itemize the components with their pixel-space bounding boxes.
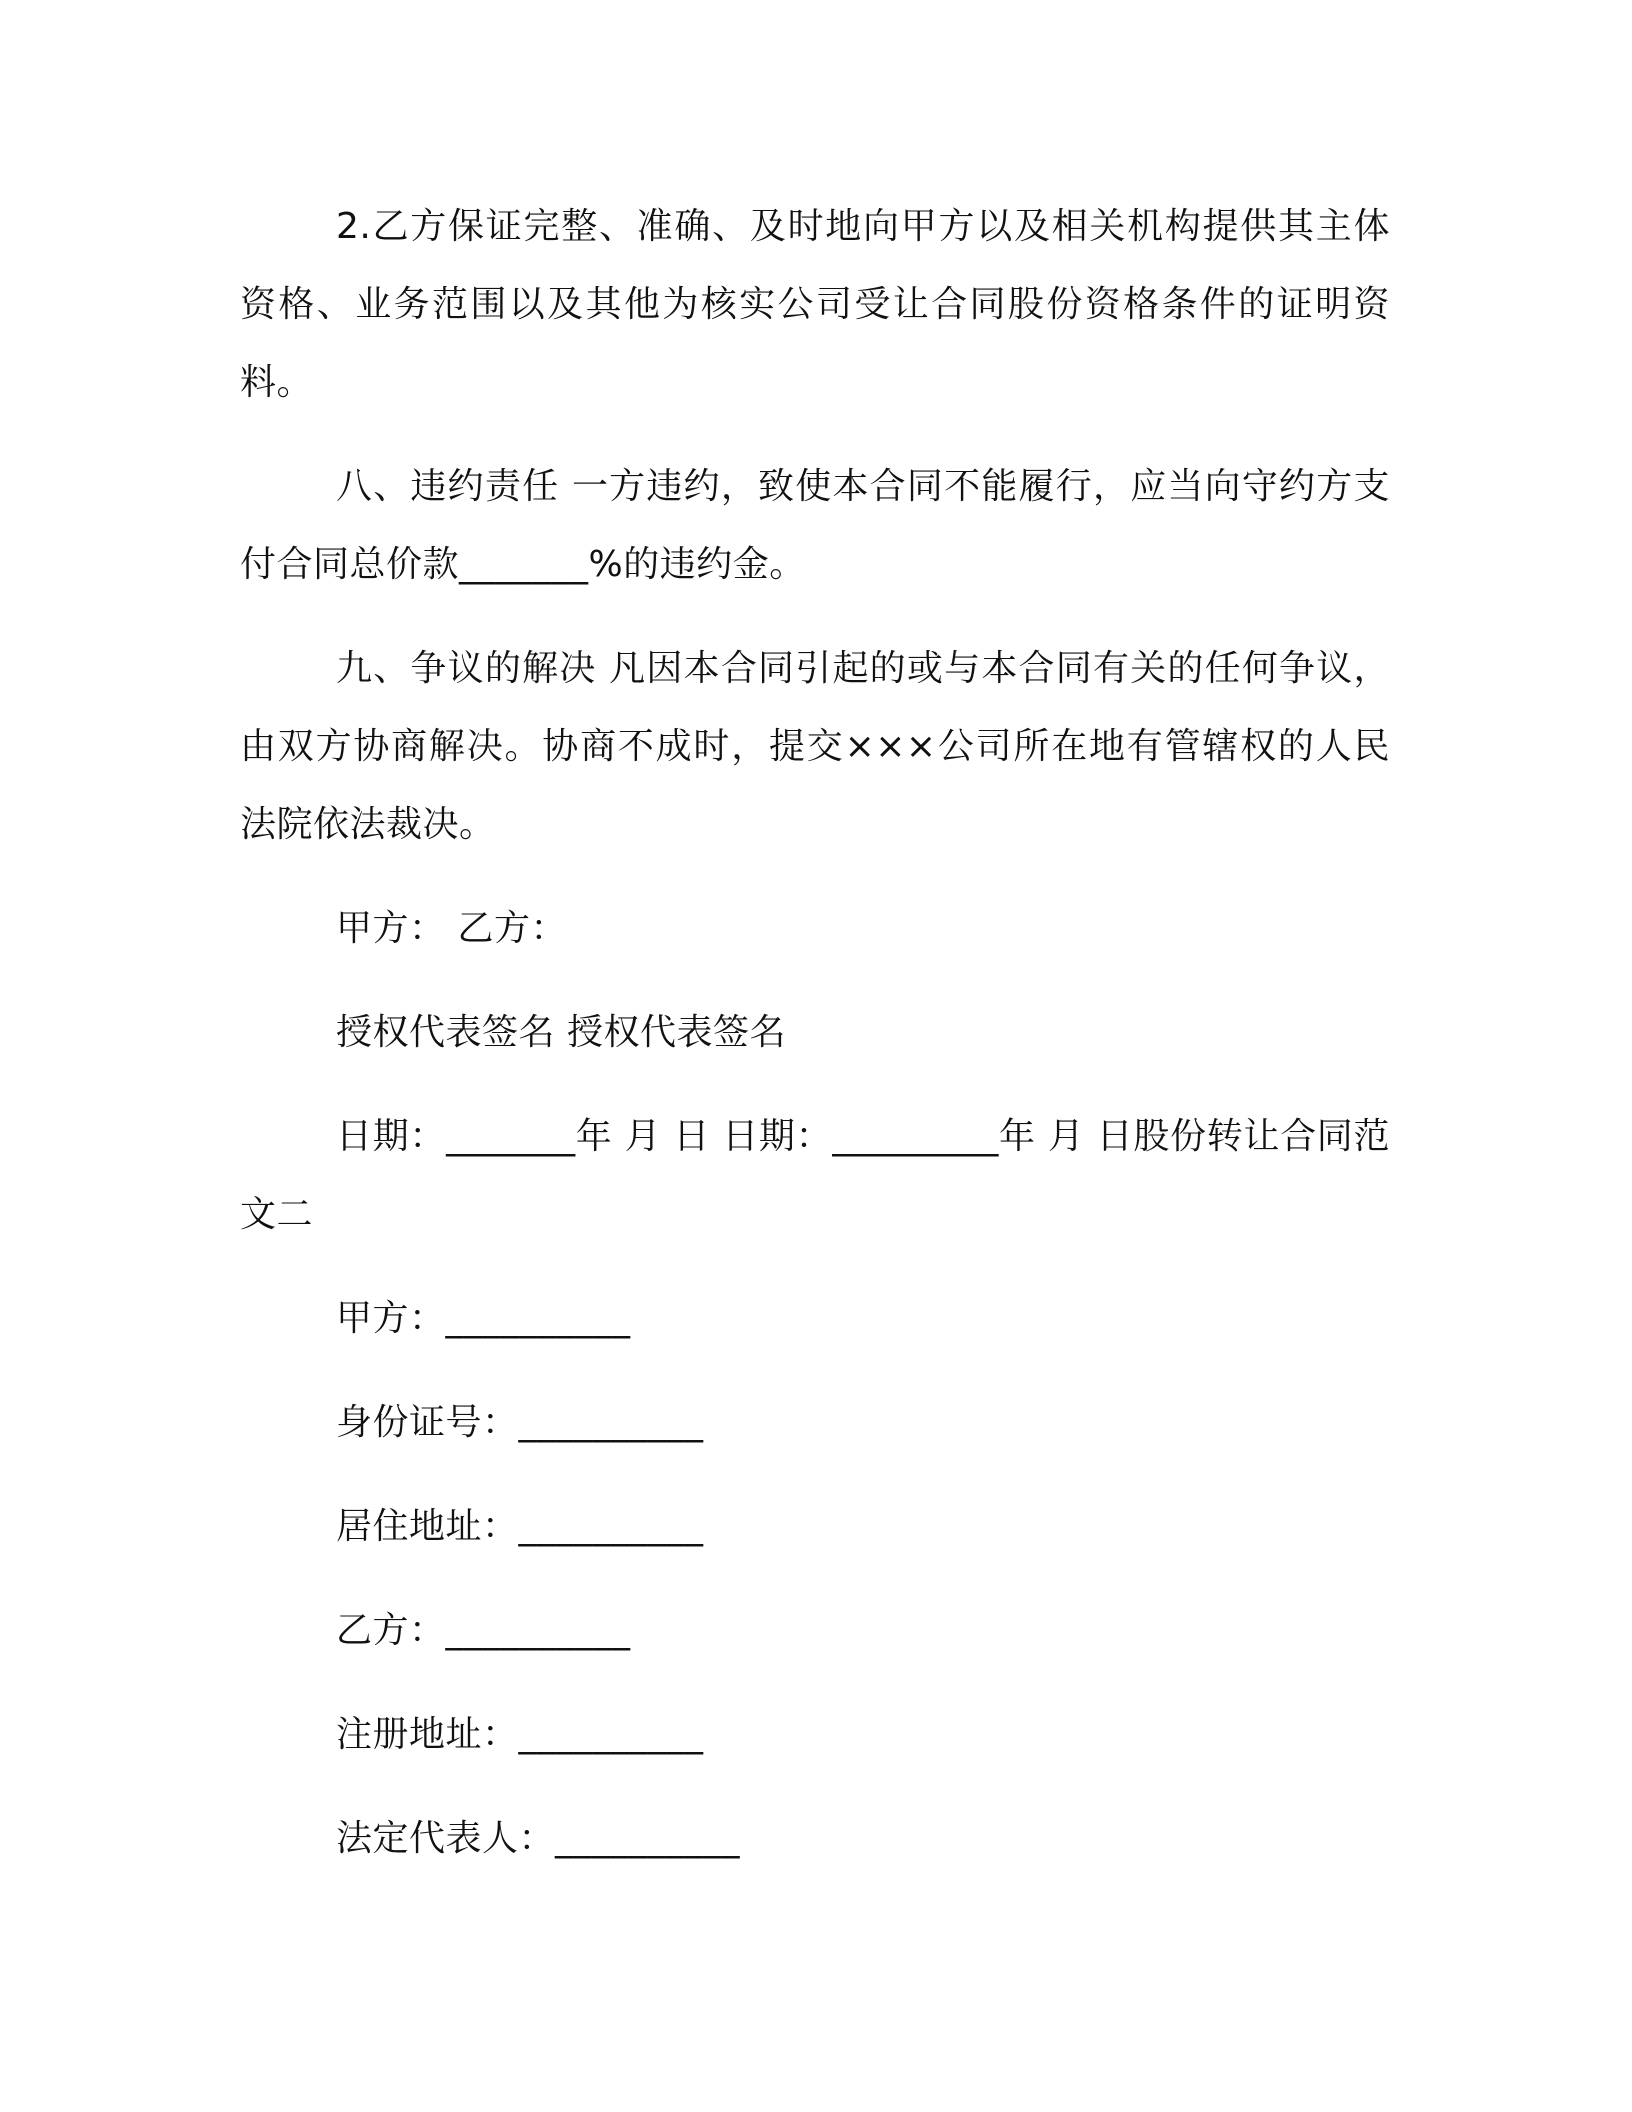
field-party-b: 乙方：__________: [336, 1610, 631, 1651]
clause-dispute-resolution: 九、争议的解决 凡因本合同引起的或与本合同有关的任何争议，由双方协商解决。协商不成时，提交×××公司所在地有管辖权的人民法院依法裁决。: [240, 648, 1390, 845]
field-party-a: 甲方：__________: [336, 1298, 631, 1339]
document-body: [240, 188, 1390, 1904]
field-registered-address: 注册地址：__________: [336, 1714, 704, 1755]
signature-authorized-rep: 授权代表签名 授权代表签名: [336, 1012, 786, 1053]
field-legal-representative: 法定代表人：__________: [336, 1818, 741, 1859]
signature-date-and-next-title: 日期：_______年 月 日 日期：_________年 月 日股份转让合同范文二: [240, 1116, 1390, 1235]
field-id-number: 身份证号：__________: [336, 1402, 704, 1443]
field-residential-address: 居住地址：__________: [336, 1506, 704, 1547]
signature-parties: 甲方： 乙方：: [336, 908, 567, 949]
clause-breach-liability: 八、违约责任 一方违约，致使本合同不能履行，应当向守约方支付合同总价款_______%的违约金。: [240, 466, 1390, 585]
clause-party-b-guarantee: 2.乙方保证完整、准确、及时地向甲方以及相关机构提供其主体资格、业务范围以及其他为核实公司受让合同股份资格条件的证明资料。: [240, 206, 1390, 403]
